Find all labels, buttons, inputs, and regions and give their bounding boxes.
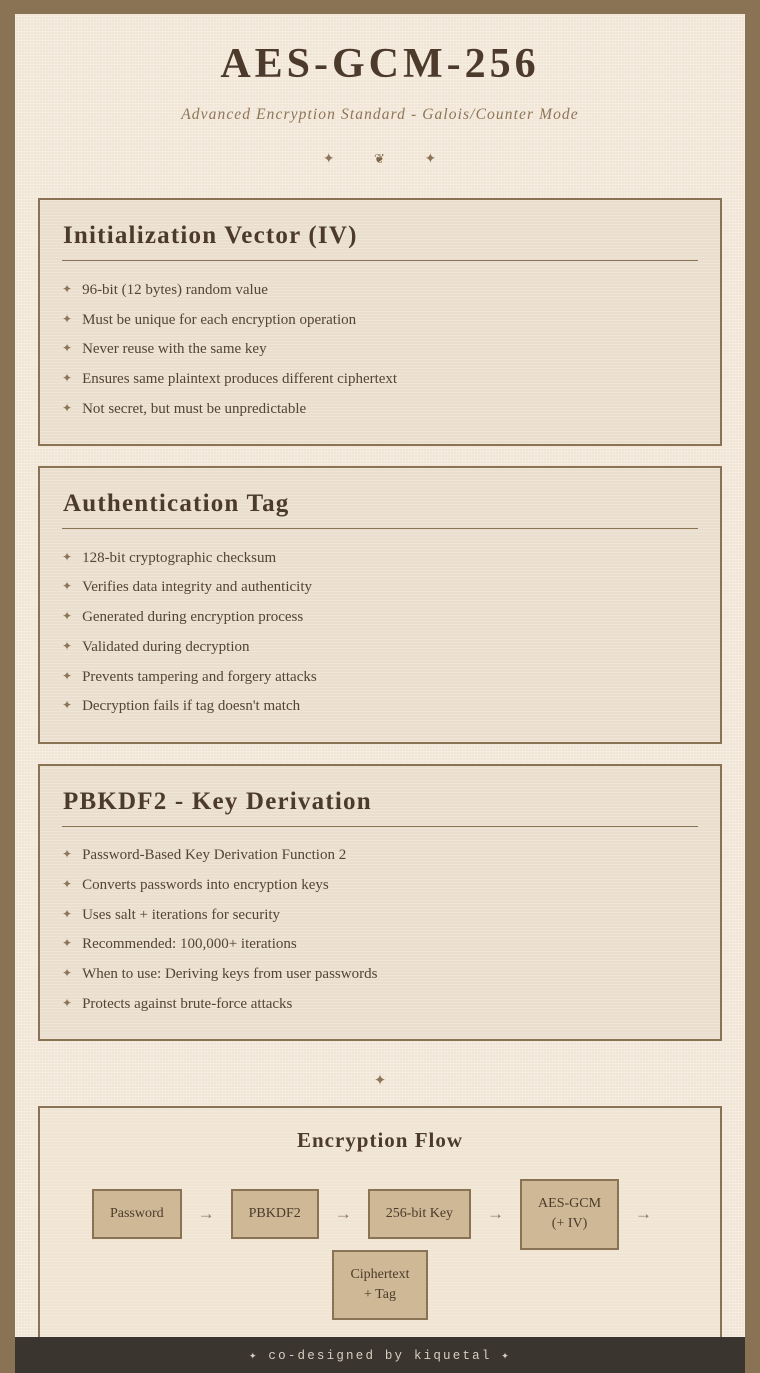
- list-item-label: Ensures same plaintext produces different ciphertext: [82, 371, 398, 388]
- list-item-label: Never reuse with the same key: [82, 341, 267, 358]
- flow-step-sublabel: + Tag: [364, 1286, 396, 1302]
- card-rule: [62, 528, 698, 529]
- list-item-label: 96-bit (12 bytes) random value: [82, 281, 268, 298]
- page-subtitle: Advanced Encryption Standard - Galois/Counter Mode: [181, 106, 579, 124]
- list-item: [62, 692, 698, 722]
- page-title: AES-GCM-256: [220, 41, 540, 87]
- sparkle-bullet-icon: ✦: [62, 549, 73, 564]
- flow-step-label: PBKDF2: [248, 1206, 301, 1222]
- card-title: Authentication Tag: [63, 490, 290, 518]
- flow-step-pbkdf2: [231, 1189, 319, 1239]
- encryption-flow-card: [38, 1106, 722, 1348]
- list-item: [62, 603, 698, 633]
- sparkle-bullet-icon: ✦: [62, 638, 73, 653]
- flow-step-label: Ciphertext: [350, 1266, 410, 1282]
- bullet-list: [62, 275, 698, 424]
- card-pbkdf2-key-derivation: [38, 764, 722, 1042]
- arrow-right-icon: →: [635, 1204, 653, 1224]
- footer-bar: [15, 1337, 745, 1373]
- section-divider: [15, 1061, 745, 1106]
- sparkle-bullet-icon: ✦: [62, 698, 73, 713]
- list-item-label: Prevents tampering and forgery attacks: [82, 668, 317, 685]
- list-item-label: Protects against brute-force attacks: [82, 995, 293, 1012]
- encryption-flow-diagram: [56, 1179, 704, 1320]
- poster-page: [15, 14, 745, 1373]
- flow-step-label: 256-bit Key: [385, 1206, 454, 1222]
- list-item-label: Decryption fails if tag doesn't match: [82, 698, 301, 715]
- sparkle-icon-left: ✦: [322, 152, 336, 168]
- list-item-label: When to use: Deriving keys from user passwords: [82, 966, 378, 983]
- bullet-list: [62, 543, 698, 722]
- list-item: [62, 365, 698, 395]
- sparkle-bullet-icon: ✦: [62, 847, 73, 862]
- flow-step-label: AES-GCM: [538, 1196, 602, 1212]
- sparkle-bullet-icon: ✦: [62, 311, 73, 326]
- footer-credit-text: ✦ co-designed by kiquetal ✦: [249, 1349, 511, 1363]
- arrow-right-icon: →: [334, 1204, 352, 1224]
- list-item-label: Generated during encryption process: [82, 609, 304, 626]
- header-ornament-divider: [15, 151, 745, 168]
- list-item: [62, 900, 698, 930]
- sparkle-icon-right: ✦: [424, 152, 438, 168]
- list-item: [62, 543, 698, 573]
- card-initialization-vector: [38, 198, 722, 446]
- list-item: [62, 305, 698, 335]
- list-item-label: Recommended: 100,000+ iterations: [82, 936, 297, 953]
- card-title: Initialization Vector (IV): [63, 222, 358, 250]
- card-rule: [62, 826, 698, 827]
- sparkle-bullet-icon: ✦: [62, 995, 73, 1010]
- list-item: [62, 960, 698, 990]
- flow-step-password: [92, 1189, 182, 1239]
- list-item-label: Verifies data integrity and authenticity: [82, 579, 312, 596]
- flow-step-256-bit-key: [368, 1189, 471, 1239]
- arrow-right-icon: →: [487, 1204, 505, 1224]
- list-item-label: Must be unique for each encryption operation: [82, 311, 357, 328]
- list-item: [62, 930, 698, 960]
- list-item: [62, 275, 698, 305]
- sparkle-bullet-icon: ✦: [62, 668, 73, 683]
- flow-step-aes-gcm: [520, 1179, 619, 1250]
- list-item-label: Validated during decryption: [82, 638, 250, 655]
- list-item: [62, 573, 698, 603]
- sparkle-bullet-icon: ✦: [62, 609, 73, 624]
- list-item: [62, 841, 698, 871]
- sparkle-bullet-icon: ✦: [62, 579, 73, 594]
- sparkle-bullet-icon: ✦: [62, 876, 73, 891]
- card-rule: [62, 260, 698, 261]
- header: [15, 14, 745, 168]
- sparkle-bullet-icon: ✦: [62, 966, 73, 981]
- list-item: [62, 662, 698, 692]
- list-item-label: Converts passwords into encryption keys: [82, 876, 329, 893]
- sparkle-bullet-icon: ✦: [62, 371, 73, 386]
- sparkle-bullet-icon: ✦: [62, 341, 73, 356]
- list-item: [62, 632, 698, 662]
- list-item-label: Password-Based Key Derivation Function 2: [82, 847, 347, 864]
- sparkle-icon: ✦: [373, 1073, 387, 1090]
- list-item: [62, 870, 698, 900]
- floral-ornament-icon: ❦: [374, 151, 386, 167]
- list-item-label: Not secret, but must be unpredictable: [82, 400, 307, 417]
- card-authentication-tag: [38, 466, 722, 744]
- flow-step-label: Password: [109, 1206, 164, 1222]
- flow-step-sublabel: (+ IV): [551, 1216, 588, 1232]
- card-title: PBKDF2 - Key Derivation: [63, 787, 372, 815]
- sparkle-bullet-icon: ✦: [62, 400, 73, 415]
- list-item: [62, 394, 698, 424]
- list-item-label: Uses salt + iterations for security: [82, 906, 281, 923]
- sparkle-bullet-icon: ✦: [62, 936, 73, 951]
- arrow-right-icon: →: [197, 1204, 215, 1224]
- list-item-label: 128-bit cryptographic checksum: [82, 549, 277, 566]
- sparkle-bullet-icon: ✦: [62, 906, 73, 921]
- sparkle-bullet-icon: ✦: [62, 281, 73, 296]
- bullet-list: [62, 841, 698, 1020]
- list-item: [62, 335, 698, 365]
- flow-step-ciphertext-tag: [332, 1250, 427, 1321]
- encryption-flow-title: Encryption Flow: [296, 1128, 464, 1153]
- list-item: [62, 989, 698, 1019]
